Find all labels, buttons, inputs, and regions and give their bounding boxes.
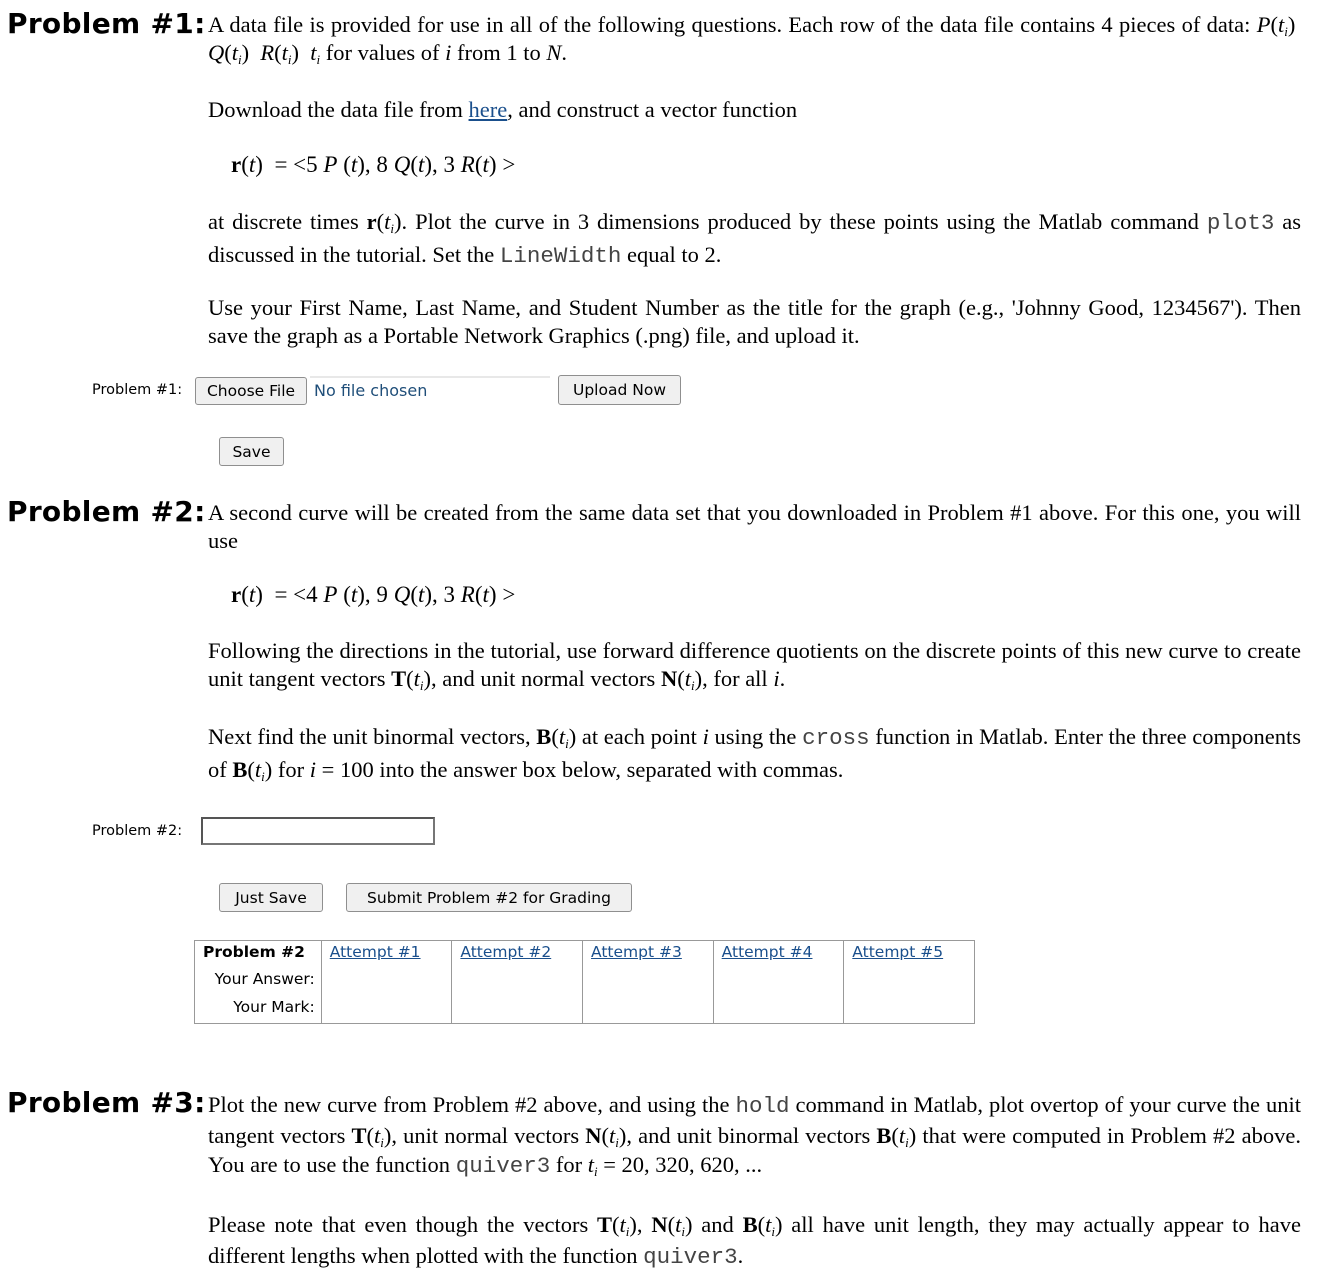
problem-2-form-label: Problem #2:: [92, 823, 183, 839]
choose-file-button[interactable]: Choose File: [195, 377, 307, 405]
problem-1-title-instructions: Use your First Name, Last Name, and Student Number as the title for the graph (e.g., 'Johnny Good, 1234567'). Then save the graph as a Portable Network Graphics (.png) file, and upload it.: [208, 295, 1301, 348]
file-status: No file chosen: [314, 381, 428, 400]
problem-3-instructions: Plot the new curve from Problem #2 above, and using the hold command in Matlab, plot overtop of your curve the unit tangent vectors $T(t_i)$, unit normal vectors $N(t_i)$, and unit binormal vectors $B(t_i)$ that were computed in Problem #2 above. You are to use the function quiver3 for $t_i = 20$, 320, 620, ...: [208, 1092, 1301, 1179]
your-mark-label: Your Mark:: [195, 996, 322, 1024]
problem-1-download: Download the data file from here, and construct a vector function: [208, 97, 798, 122]
attempt-5-link[interactable]: Attempt #5: [852, 943, 944, 961]
problem-2-heading: Problem #2:: [7, 495, 206, 528]
file-divider: [310, 376, 550, 378]
save-button[interactable]: Save: [219, 437, 284, 466]
quiver3-command: quiver3: [455, 1153, 551, 1179]
attempts-table-header: Problem #2: [195, 941, 322, 969]
problem-1-intro: A data file is provided for use in all of the following questions. Each row of the data file contains 4 pieces of data: $P(t_i)$ $Q(t_i)$ $R(t_i)$ $t_i$ for values of i from 1 to N.: [208, 12, 1301, 67]
data-file-link[interactable]: here: [468, 97, 508, 122]
problem-3-note: Please note that even though the vectors $T(t_i)$, $N(t_i)$ and $B(t_i)$ all have unit length, they may actually appear to have different lengths when plotted with the function quiver3.: [208, 1212, 1301, 1270]
attempt-4-link[interactable]: Attempt #4: [721, 943, 813, 961]
upload-now-button[interactable]: Upload Now: [558, 375, 681, 405]
just-save-button[interactable]: Just Save: [219, 883, 323, 912]
problem-1-plot-instructions: at discrete times $r(t_i)$. Plot the curve in 3 dimensions produced by these points using the Matlab command plot3 as discussed in the tutorial. Set the LineWidth equal to 2.: [208, 209, 1301, 269]
problem-2-tangent-normal: Following the directions in the tutorial, use forward difference quotients on the discrete points of this new curve to create unit tangent vectors $T(t_i)$, and unit normal vectors $N(t_i)$, for all i.: [208, 638, 1301, 693]
attempts-table: [194, 940, 975, 1024]
problem-3-heading: Problem #3:: [7, 1086, 206, 1119]
plot3-command: plot3: [1206, 210, 1275, 236]
your-answer-label: Your Answer:: [195, 968, 322, 995]
problem-2-intro: A second curve will be created from the same data set that you downloaded in Problem #1 above. For this one, you will use: [208, 500, 1301, 553]
cross-command: cross: [802, 725, 870, 751]
hold-command: hold: [735, 1093, 790, 1119]
attempt-3-link[interactable]: Attempt #3: [591, 943, 682, 961]
quiver3-command-note: quiver3: [643, 1244, 738, 1270]
linewidth-property: LineWidth: [499, 243, 622, 269]
problem-1-heading: Problem #1:: [7, 7, 206, 40]
attempt-1-link[interactable]: Attempt #1: [329, 943, 421, 961]
problem-1-formula: r(t) = <5 P (t), 8 Q(t), 3 R(t) >: [231, 152, 516, 177]
problem-2-binormal: Next find the unit binormal vectors, $B(t_i)$ at each point i using the cross function in Matlab. Enter the three components of $B(t_i)$ for i = 100 into the answer box below, separated with commas.: [208, 724, 1301, 784]
attempt-2-link[interactable]: Attempt #2: [460, 943, 552, 961]
problem-2-answer-input[interactable]: [201, 817, 435, 845]
problem-1-form-label: Problem #1:: [92, 382, 183, 398]
submit-problem-2-button[interactable]: Submit Problem #2 for Grading: [346, 883, 632, 912]
problem-2-formula: r(t) = <4 P (t), 9 Q(t), 3 R(t) >: [231, 582, 516, 607]
